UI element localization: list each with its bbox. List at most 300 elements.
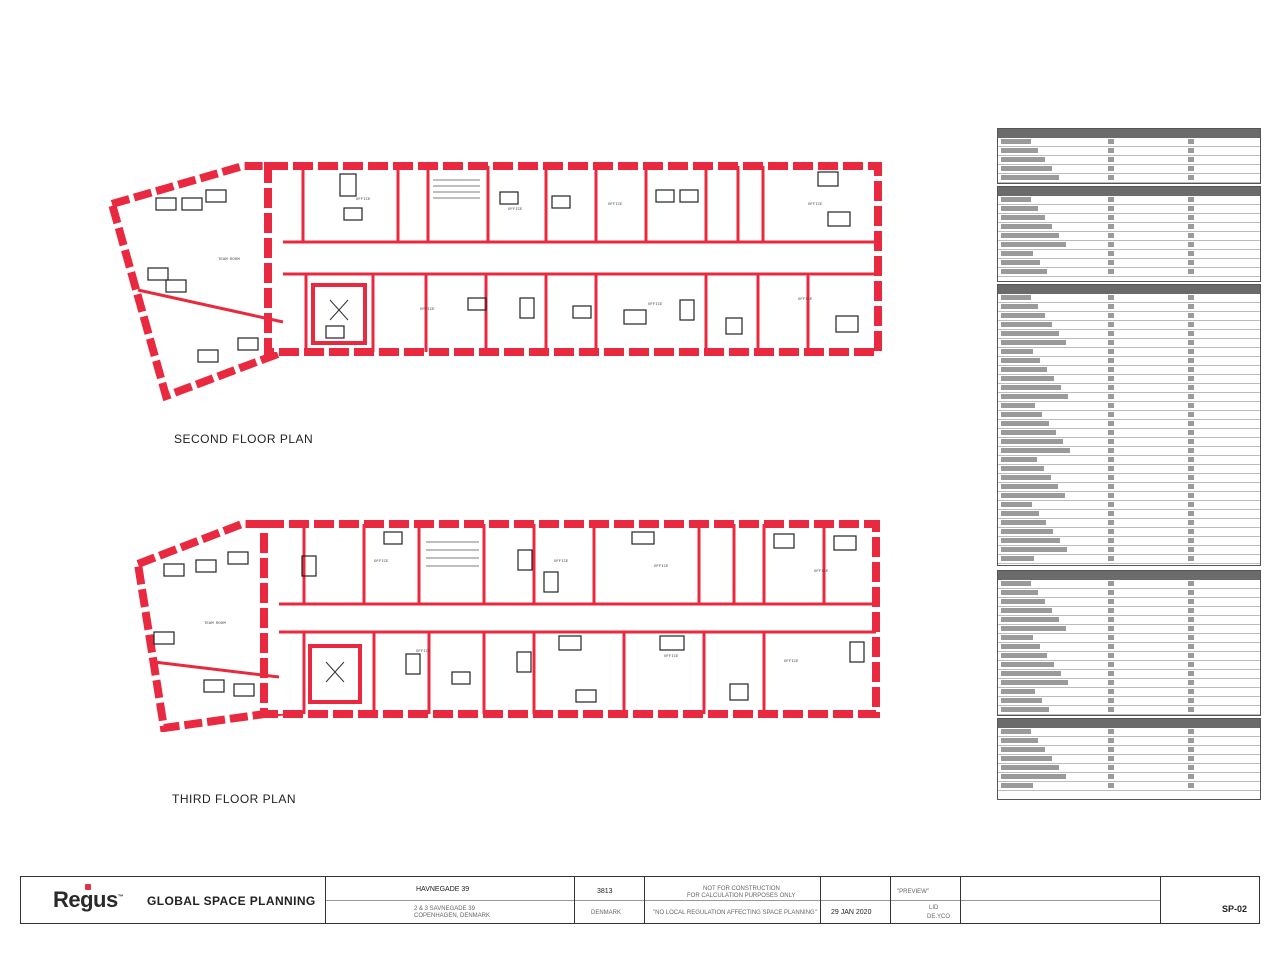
west-wing-outline	[138, 524, 279, 728]
schedule-cell	[1001, 340, 1066, 345]
second-floor-plan	[108, 150, 888, 410]
schedule-cell	[1108, 439, 1114, 444]
schedule-cell	[1108, 502, 1114, 507]
schedule-cell	[1108, 617, 1114, 622]
schedule-row	[998, 697, 1260, 706]
schedule-cell	[1001, 242, 1066, 247]
schedule-row	[998, 165, 1260, 174]
schedule-cell	[1001, 439, 1063, 444]
schedule-row	[998, 528, 1260, 537]
schedule-cell	[1188, 322, 1194, 327]
schedule-cell	[1001, 358, 1040, 363]
space-schedule	[997, 128, 1261, 800]
schedule-cell	[1188, 538, 1194, 543]
schedule-cell	[1001, 538, 1060, 543]
schedule-cell	[1001, 774, 1066, 779]
schedule-row	[998, 330, 1260, 339]
schedule-cell	[1188, 166, 1194, 171]
svg-text:TEAM ROOM: TEAM ROOM	[204, 622, 226, 626]
schedule-row	[998, 250, 1260, 259]
schedule-cell	[1188, 547, 1194, 552]
schedule-cell	[1188, 765, 1194, 770]
schedule-cell	[1188, 689, 1194, 694]
schedule-cell	[1108, 313, 1114, 318]
schedule-row	[998, 737, 1260, 746]
svg-text:OFFICE: OFFICE	[554, 560, 569, 564]
schedule-row	[998, 303, 1260, 312]
schedule-row	[998, 214, 1260, 223]
schedule-cell	[1001, 466, 1044, 471]
drawing-date: 29 JAN 2020	[831, 909, 872, 916]
schedule-cell	[1188, 475, 1194, 480]
schedule-cell	[1108, 148, 1114, 153]
schedule-cell	[1108, 653, 1114, 658]
schedule-cell	[1108, 590, 1114, 595]
schedule-cell	[1108, 403, 1114, 408]
schedule-cell	[1188, 295, 1194, 300]
schedule-row	[998, 375, 1260, 384]
schedule-cell	[1001, 385, 1061, 390]
schedule-cell	[1108, 662, 1114, 667]
schedule-row	[998, 616, 1260, 625]
schedule-cell	[1108, 206, 1114, 211]
schedule-cell	[1188, 707, 1194, 712]
schedule-cell	[1108, 466, 1114, 471]
schedule-row	[998, 519, 1260, 528]
schedule-breakdown-table	[997, 186, 1261, 282]
schedule-cell	[1188, 430, 1194, 435]
schedule-row	[998, 339, 1260, 348]
schedule-cell	[1188, 738, 1194, 743]
drawing-status: "PREVIEW"	[897, 889, 929, 895]
schedule-cell	[1108, 738, 1114, 743]
schedule-row	[998, 492, 1260, 501]
schedule-cell	[1108, 538, 1114, 543]
title-heading: GLOBAL SPACE PLANNING	[147, 894, 316, 908]
country: DENMARK	[591, 910, 622, 916]
schedule-row	[998, 156, 1260, 165]
schedule-cell	[1108, 166, 1114, 171]
schedule-row	[998, 607, 1260, 616]
schedule-row	[998, 728, 1260, 737]
schedule-row	[998, 205, 1260, 214]
schedule-cell	[1188, 403, 1194, 408]
schedule-cell	[1188, 511, 1194, 516]
main-block-outline	[268, 166, 878, 352]
schedule-row	[998, 321, 1260, 330]
schedule-cell	[1188, 520, 1194, 525]
checked-by: DE.YCO	[927, 914, 951, 920]
schedule-row	[998, 643, 1260, 652]
schedule-cell	[1108, 644, 1114, 649]
schedule-row	[998, 746, 1260, 755]
schedule-cell	[1188, 215, 1194, 220]
schedule-cell	[1188, 729, 1194, 734]
schedule-cell	[1188, 242, 1194, 247]
schedule-cell	[1108, 626, 1114, 631]
schedule-row	[998, 589, 1260, 598]
schedule-cell	[1108, 698, 1114, 703]
schedule-cell	[1001, 756, 1052, 761]
schedule-cell	[1188, 608, 1194, 613]
schedule-cell	[1001, 484, 1058, 489]
schedule-cell	[1188, 148, 1194, 153]
schedule-row	[998, 598, 1260, 607]
schedule-cell	[1188, 774, 1194, 779]
schedule-row	[998, 411, 1260, 420]
schedule-row	[998, 661, 1260, 670]
schedule-cell	[1001, 653, 1047, 658]
schedule-cell	[1188, 756, 1194, 761]
brand-name: Regus	[53, 887, 118, 912]
schedule-cell	[1108, 349, 1114, 354]
schedule-cell	[1188, 556, 1194, 561]
svg-text:OFFICE: OFFICE	[664, 655, 679, 659]
schedule-row	[998, 755, 1260, 764]
schedule-cell	[1108, 475, 1114, 480]
schedule-cell	[1188, 662, 1194, 667]
schedule-cell	[1001, 680, 1068, 685]
schedule-row	[998, 546, 1260, 555]
schedule-cell	[1108, 421, 1114, 426]
schedule-cell	[1001, 671, 1061, 676]
schedule-cell	[1108, 774, 1114, 779]
sheet-number: SP-02	[1221, 904, 1247, 914]
schedule-cell	[1001, 157, 1045, 162]
schedule-meeting-table	[997, 718, 1261, 800]
schedule-cell	[1001, 590, 1038, 595]
schedule-cell	[1188, 304, 1194, 309]
schedule-cell	[1108, 175, 1114, 180]
schedule-row	[998, 773, 1260, 782]
schedule-cell	[1188, 448, 1194, 453]
schedule-cell	[1108, 689, 1114, 694]
schedule-cell	[1188, 394, 1194, 399]
schedule-row	[998, 259, 1260, 268]
schedule-row	[998, 670, 1260, 679]
schedule-cell	[1001, 430, 1056, 435]
schedule-cell	[1108, 197, 1114, 202]
schedule-row	[998, 312, 1260, 321]
schedule-cell	[1188, 139, 1194, 144]
schedule-cell	[1108, 783, 1114, 788]
svg-text:OFFICE: OFFICE	[648, 303, 663, 307]
schedule-cell	[1001, 493, 1065, 498]
schedule-row	[998, 634, 1260, 643]
schedule-cell	[1001, 448, 1070, 453]
schedule-cell	[1108, 484, 1114, 489]
date-cell	[821, 877, 891, 923]
schedule-cell	[1001, 475, 1051, 480]
schedule-cell	[1001, 233, 1059, 238]
revision-cell	[961, 877, 1161, 923]
schedule-row	[998, 625, 1260, 634]
schedule-row	[998, 483, 1260, 492]
schedule-cell	[1108, 224, 1114, 229]
schedule-cell	[1108, 756, 1114, 761]
schedule-row	[998, 420, 1260, 429]
schedule-cell	[1108, 635, 1114, 640]
schedule-cell	[1108, 729, 1114, 734]
schedule-cell	[1001, 412, 1042, 417]
schedule-cell	[1001, 556, 1034, 561]
notes-cell	[645, 877, 821, 923]
svg-text:OFFICE: OFFICE	[608, 203, 623, 207]
schedule-cell	[1108, 547, 1114, 552]
schedule-cell	[1001, 608, 1052, 613]
schedule-cell	[1108, 304, 1114, 309]
schedule-cell	[1001, 457, 1037, 462]
schedule-cell	[1001, 707, 1049, 712]
schedule-cell	[1001, 599, 1045, 604]
schedule-cell	[1108, 242, 1114, 247]
schedule-row	[998, 223, 1260, 232]
schedule-row	[998, 348, 1260, 357]
schedule-row	[998, 357, 1260, 366]
schedule-cell	[1001, 738, 1038, 743]
schedule-header	[998, 187, 1260, 196]
schedule-cell	[1108, 556, 1114, 561]
schedule-row	[998, 196, 1260, 205]
schedule-cell	[1108, 457, 1114, 462]
schedule-cell	[1188, 224, 1194, 229]
schedule-cell	[1188, 269, 1194, 274]
schedule-cell	[1108, 251, 1114, 256]
svg-text:OFFICE: OFFICE	[784, 660, 799, 664]
schedule-row	[998, 294, 1260, 303]
schedule-row	[998, 465, 1260, 474]
svg-text:OFFICE: OFFICE	[814, 570, 829, 574]
centre-number: 3813	[597, 888, 613, 895]
schedule-cell	[1188, 626, 1194, 631]
schedule-cell	[1001, 304, 1038, 309]
schedule-cell	[1001, 251, 1033, 256]
schedule-row	[998, 501, 1260, 510]
schedule-cell	[1001, 166, 1052, 171]
schedule-summary-table	[997, 128, 1261, 184]
schedule-row	[998, 782, 1260, 791]
schedule-row	[998, 679, 1260, 688]
svg-text:OFFICE: OFFICE	[798, 298, 813, 302]
svg-text:OFFICE: OFFICE	[374, 560, 389, 564]
schedule-cell	[1001, 644, 1040, 649]
schedule-cell	[1188, 493, 1194, 498]
status-cell	[891, 877, 961, 923]
schedule-cell	[1108, 340, 1114, 345]
drawn-by: LID	[929, 905, 939, 911]
schedule-cell	[1108, 448, 1114, 453]
schedule-cell	[1001, 783, 1033, 788]
schedule-row	[998, 555, 1260, 564]
schedule-cell	[1188, 653, 1194, 658]
schedule-cell	[1188, 385, 1194, 390]
schedule-cell	[1001, 224, 1052, 229]
schedule-cell	[1001, 635, 1033, 640]
svg-text:OFFICE: OFFICE	[416, 650, 431, 654]
schedule-cell	[1108, 493, 1114, 498]
brand-logo: Regus™	[53, 887, 124, 912]
schedule-cell	[1108, 260, 1114, 265]
schedule-cell	[1108, 157, 1114, 162]
schedule-row	[998, 268, 1260, 277]
schedule-cell	[1188, 313, 1194, 318]
schedule-cell	[1001, 747, 1045, 752]
schedule-cell	[1001, 269, 1047, 274]
schedule-cell	[1001, 376, 1054, 381]
schedule-row	[998, 764, 1260, 773]
schedule-row	[998, 652, 1260, 661]
schedule-cell	[1001, 313, 1045, 318]
schedule-row	[998, 402, 1260, 411]
schedule-cell	[1108, 367, 1114, 372]
schedule-header	[998, 571, 1260, 580]
schedule-cell	[1108, 765, 1114, 770]
schedule-cell	[1108, 322, 1114, 327]
schedule-cell	[1188, 439, 1194, 444]
schedule-cell	[1108, 520, 1114, 525]
schedule-cell	[1108, 394, 1114, 399]
schedule-cell	[1188, 581, 1194, 586]
schedule-cell	[1108, 412, 1114, 417]
schedule-cell	[1188, 412, 1194, 417]
svg-text:OFFICE: OFFICE	[508, 208, 523, 212]
schedule-cell	[1001, 520, 1046, 525]
schedule-cell	[1108, 608, 1114, 613]
schedule-cell	[1188, 233, 1194, 238]
schedule-row	[998, 366, 1260, 375]
svg-text:OFFICE: OFFICE	[654, 565, 669, 569]
schedule-cell	[1188, 260, 1194, 265]
schedule-cell	[1108, 671, 1114, 676]
schedule-row	[998, 438, 1260, 447]
schedule-cell	[1108, 215, 1114, 220]
svg-text:OFFICE: OFFICE	[356, 198, 371, 202]
schedule-cell	[1001, 547, 1067, 552]
address-line3: COPENHAGEN, DENMARK	[414, 913, 491, 919]
schedule-cell	[1188, 157, 1194, 162]
schedule-cell	[1188, 376, 1194, 381]
schedule-office-table	[997, 284, 1261, 566]
schedule-cell	[1188, 644, 1194, 649]
schedule-cell	[1188, 175, 1194, 180]
schedule-cell	[1001, 502, 1032, 507]
schedule-cell	[1001, 322, 1052, 327]
address-line2: 2 & 3 SAVNEGADE 39	[414, 906, 475, 912]
second-floor-plan-label: SECOND FLOOR PLAN	[174, 432, 314, 446]
svg-text:OFFICE: OFFICE	[420, 308, 435, 312]
note-calculation: FOR CALCULATION PURPOSES ONLY	[687, 893, 796, 899]
schedule-cell	[1188, 466, 1194, 471]
schedule-cell	[1108, 269, 1114, 274]
schedule-cell	[1188, 251, 1194, 256]
schedule-row	[998, 456, 1260, 465]
schedule-cell	[1188, 349, 1194, 354]
schedule-row	[998, 241, 1260, 250]
schedule-cell	[1108, 295, 1114, 300]
schedule-row	[998, 384, 1260, 393]
schedule-cell	[1001, 260, 1040, 265]
schedule-cell	[1108, 430, 1114, 435]
schedule-cell	[1108, 680, 1114, 685]
schedule-cell	[1188, 340, 1194, 345]
schedule-row	[998, 580, 1260, 589]
schedule-cell	[1001, 581, 1031, 586]
schedule-cell	[1108, 358, 1114, 363]
centre-cell	[575, 877, 645, 923]
schedule-cell	[1188, 783, 1194, 788]
schedule-cell	[1188, 671, 1194, 676]
schedule-cell	[1001, 215, 1045, 220]
schedule-row	[998, 174, 1260, 183]
schedule-cell	[1108, 233, 1114, 238]
schedule-cell	[1001, 295, 1031, 300]
schedule-cell	[1188, 590, 1194, 595]
schedule-cell	[1001, 662, 1054, 667]
schedule-cell	[1001, 349, 1033, 354]
schedule-cell	[1108, 331, 1114, 336]
schedule-cell	[1001, 765, 1059, 770]
schedule-row	[998, 232, 1260, 241]
schedule-row	[998, 510, 1260, 519]
schedule-cell	[1108, 581, 1114, 586]
schedule-cell	[1108, 707, 1114, 712]
note-regulation: "NO LOCAL REGULATION AFFECTING SPACE PLANNING"	[653, 910, 817, 916]
svg-text:OFFICE: OFFICE	[808, 203, 823, 207]
schedule-cell	[1001, 617, 1059, 622]
schedule-cell	[1001, 394, 1068, 399]
schedule-cell	[1188, 599, 1194, 604]
schedule-cell	[1108, 529, 1114, 534]
schedule-support-table	[997, 570, 1261, 716]
schedule-cell	[1001, 626, 1066, 631]
schedule-cell	[1188, 484, 1194, 489]
schedule-cell	[1108, 376, 1114, 381]
schedule-row	[998, 688, 1260, 697]
schedule-cell	[1188, 421, 1194, 426]
third-floor-plan	[134, 512, 894, 732]
schedule-cell	[1001, 206, 1038, 211]
schedule-cell	[1108, 139, 1114, 144]
note-not-for-construction: NOT FOR CONSTRUCTION	[703, 886, 780, 892]
schedule-row	[998, 393, 1260, 402]
schedule-cell	[1001, 367, 1047, 372]
schedule-row	[998, 474, 1260, 483]
schedule-cell	[1188, 457, 1194, 462]
schedule-cell	[1108, 385, 1114, 390]
schedule-header	[998, 129, 1260, 138]
schedule-cell	[1108, 511, 1114, 516]
address-line1: HAVNEGADE 39	[416, 886, 470, 893]
schedule-cell	[1188, 698, 1194, 703]
schedule-cell	[1001, 511, 1039, 516]
schedule-row	[998, 447, 1260, 456]
schedule-cell	[1188, 502, 1194, 507]
schedule-cell	[1108, 599, 1114, 604]
schedule-cell	[1188, 358, 1194, 363]
schedule-row	[998, 147, 1260, 156]
schedule-cell	[1001, 148, 1038, 153]
schedule-cell	[1001, 139, 1031, 144]
schedule-cell	[1188, 197, 1194, 202]
schedule-cell	[1188, 747, 1194, 752]
title-block	[20, 876, 1260, 924]
schedule-cell	[1001, 403, 1035, 408]
third-floor-plan-label: THIRD FLOOR PLAN	[172, 792, 297, 806]
schedule-cell	[1108, 747, 1114, 752]
schedule-cell	[1188, 331, 1194, 336]
schedule-cell	[1001, 698, 1042, 703]
address-cell	[325, 877, 575, 923]
